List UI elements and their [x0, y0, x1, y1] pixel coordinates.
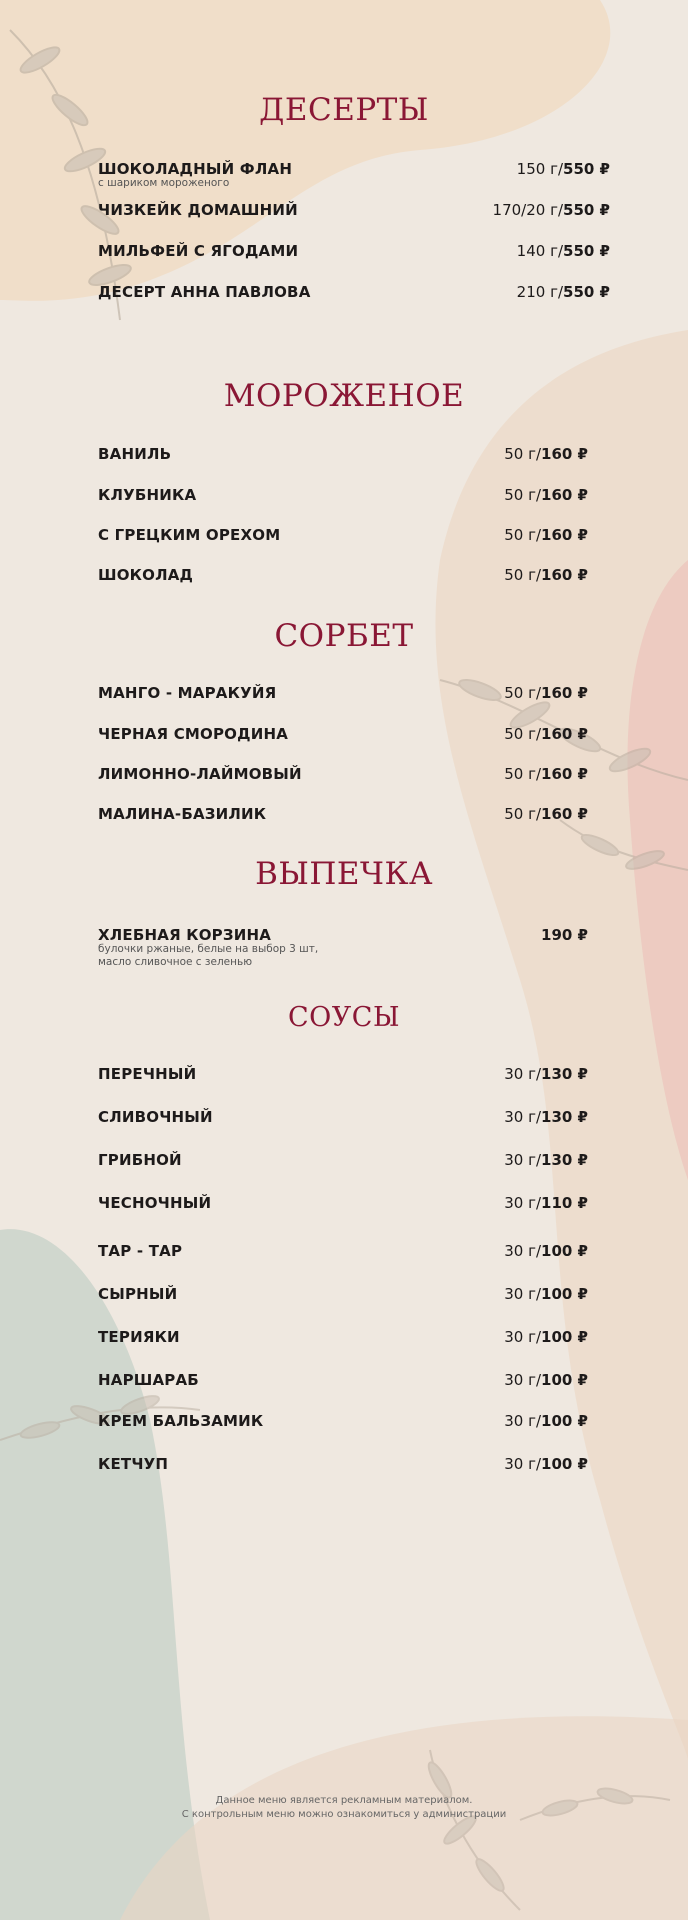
menu-item-price	[504, 1194, 588, 1212]
item-cost: 160 ₽	[541, 805, 588, 823]
item-cost: 160 ₽	[541, 526, 588, 544]
item-weight: 30 г/	[504, 1412, 542, 1430]
menu-item-price	[504, 1108, 588, 1126]
item-cost: 110 ₽	[541, 1194, 588, 1212]
section-title-sauces: СОУСЫ	[287, 1002, 401, 1033]
section-title-ice-cream: МОРОЖЕНОЕ	[223, 378, 465, 414]
menu-item-name: МИЛЬФЕЙ С ЯГОДАМИ	[98, 242, 299, 260]
menu-item-price	[504, 684, 588, 702]
item-cost: 160 ₽	[541, 725, 588, 743]
menu-item-price	[504, 1455, 588, 1473]
menu-item-price	[504, 805, 588, 823]
item-cost: 160 ₽	[541, 684, 588, 702]
item-cost: 160 ₽	[541, 486, 588, 504]
item-weight: 30 г/	[504, 1065, 542, 1083]
item-cost: 100 ₽	[541, 1371, 588, 1389]
item-cost: 130 ₽	[541, 1151, 588, 1169]
section-title-sorbet: СОРБЕТ	[274, 618, 414, 654]
menu-item-price	[504, 1285, 588, 1303]
menu-item-price	[504, 445, 588, 463]
menu-item-name: КЛУБНИКА	[98, 486, 197, 504]
menu-item-price	[493, 201, 610, 219]
item-weight: 50 г/	[504, 526, 542, 544]
menu-item-name: СЫРНЫЙ	[98, 1285, 178, 1303]
footer-line-2: С контрольным меню можно ознакомиться у администрации	[181, 1809, 507, 1820]
menu-item-price	[504, 1371, 588, 1389]
item-cost: 130 ₽	[541, 1108, 588, 1126]
right-beige-blob	[435, 330, 688, 1760]
footer-line-1: Данное меню является рекламным материалом.	[215, 1795, 473, 1806]
item-weight: 30 г/	[504, 1108, 542, 1126]
item-cost: 160 ₽	[541, 445, 588, 463]
item-weight: 30 г/	[504, 1328, 542, 1346]
menu-item-name: МАНГО - МАРАКУЙЯ	[98, 684, 277, 702]
item-weight: 50 г/	[504, 566, 542, 584]
item-cost: 100 ₽	[541, 1455, 588, 1473]
menu-item-name: КРЕМ БАЛЬЗАМИК	[98, 1412, 264, 1430]
menu-item-name: ТЕРИЯКИ	[98, 1328, 180, 1346]
menu-item-name: ТАР - ТАР	[98, 1242, 183, 1260]
menu-item-name: ГРИБНОЙ	[98, 1151, 182, 1169]
section-title-bakery: ВЫПЕЧКА	[255, 856, 433, 892]
item-weight: 30 г/	[504, 1242, 542, 1260]
menu-item-name: ХЛЕБНАЯ КОРЗИНА	[98, 926, 272, 944]
item-weight: 30 г/	[504, 1151, 542, 1169]
item-weight: 50 г/	[504, 725, 542, 743]
menu-item-price	[504, 1151, 588, 1169]
menu-item-name: ЧИЗКЕЙК ДОМАШНИЙ	[98, 201, 298, 219]
menu-item-price	[504, 1328, 588, 1346]
item-cost: 550 ₽	[563, 242, 610, 260]
item-cost: 550 ₽	[563, 283, 610, 301]
menu-item-name: НАРШАРАБ	[98, 1371, 199, 1389]
item-weight: 30 г/	[504, 1285, 542, 1303]
menu-item-price	[504, 1065, 588, 1083]
menu-item-price	[504, 486, 588, 504]
section-title-desserts: ДЕСЕРТЫ	[259, 92, 429, 128]
item-weight: 210 г/	[516, 283, 564, 301]
menu-item-name: ПЕРЕЧНЫЙ	[98, 1065, 197, 1083]
item-cost: 190 ₽	[541, 926, 588, 944]
menu-item-price	[517, 242, 610, 260]
item-weight: 50 г/	[504, 805, 542, 823]
menu-item-price	[517, 160, 610, 178]
item-cost: 100 ₽	[541, 1242, 588, 1260]
menu-item-name: ШОКОЛАДНЫЙ ФЛАН	[98, 160, 293, 178]
item-cost: 100 ₽	[541, 1412, 588, 1430]
item-cost: 550 ₽	[563, 201, 610, 219]
menu-item-name: ВАНИЛЬ	[98, 445, 172, 463]
item-weight: 50 г/	[504, 765, 542, 783]
item-weight: 150 г/	[516, 160, 564, 178]
item-weight: 30 г/	[504, 1194, 542, 1212]
item-weight: 170/20 г/	[492, 201, 564, 219]
footer-disclaimer	[0, 1794, 688, 1822]
menu-item-name: ШОКОЛАД	[98, 566, 194, 584]
item-cost: 160 ₽	[541, 765, 588, 783]
menu-item-price	[504, 526, 588, 544]
menu-item-price	[517, 283, 610, 301]
item-weight: 30 г/	[504, 1371, 542, 1389]
menu-item-price	[541, 926, 588, 944]
menu-item-name: ЛИМОННО-ЛАЙМОВЫЙ	[98, 765, 302, 783]
item-weight: 50 г/	[504, 486, 542, 504]
menu-item-price	[504, 1412, 588, 1430]
menu-item-name: ЧЕСНОЧНЫЙ	[98, 1194, 212, 1212]
item-weight: 50 г/	[504, 684, 542, 702]
item-cost: 130 ₽	[541, 1065, 588, 1083]
menu-item-description: булочки ржаные, белые на выбор 3 шт, масло сливочное с зеленью	[98, 943, 319, 968]
menu-item-name: КЕТЧУП	[98, 1455, 169, 1473]
item-weight: 50 г/	[504, 445, 542, 463]
menu-item-name: ДЕСЕРТ АННА ПАВЛОВА	[98, 283, 311, 301]
menu-item-description: с шариком мороженого	[98, 177, 230, 189]
menu-item-name: С ГРЕЦКИМ ОРЕХОМ	[98, 526, 281, 544]
menu-item-price	[504, 765, 588, 783]
menu-item-name: СЛИВОЧНЫЙ	[98, 1108, 213, 1126]
item-weight: 140 г/	[516, 242, 564, 260]
menu-item-price	[504, 1242, 588, 1260]
item-cost: 100 ₽	[541, 1328, 588, 1346]
menu-item-name: ЧЕРНАЯ СМОРОДИНА	[98, 725, 289, 743]
item-cost: 100 ₽	[541, 1285, 588, 1303]
item-weight: 30 г/	[504, 1455, 542, 1473]
item-cost: 160 ₽	[541, 566, 588, 584]
menu-item-price	[504, 725, 588, 743]
item-cost: 550 ₽	[563, 160, 610, 178]
menu-item-name: МАЛИНА-БАЗИЛИК	[98, 805, 267, 823]
menu-item-price	[504, 566, 588, 584]
